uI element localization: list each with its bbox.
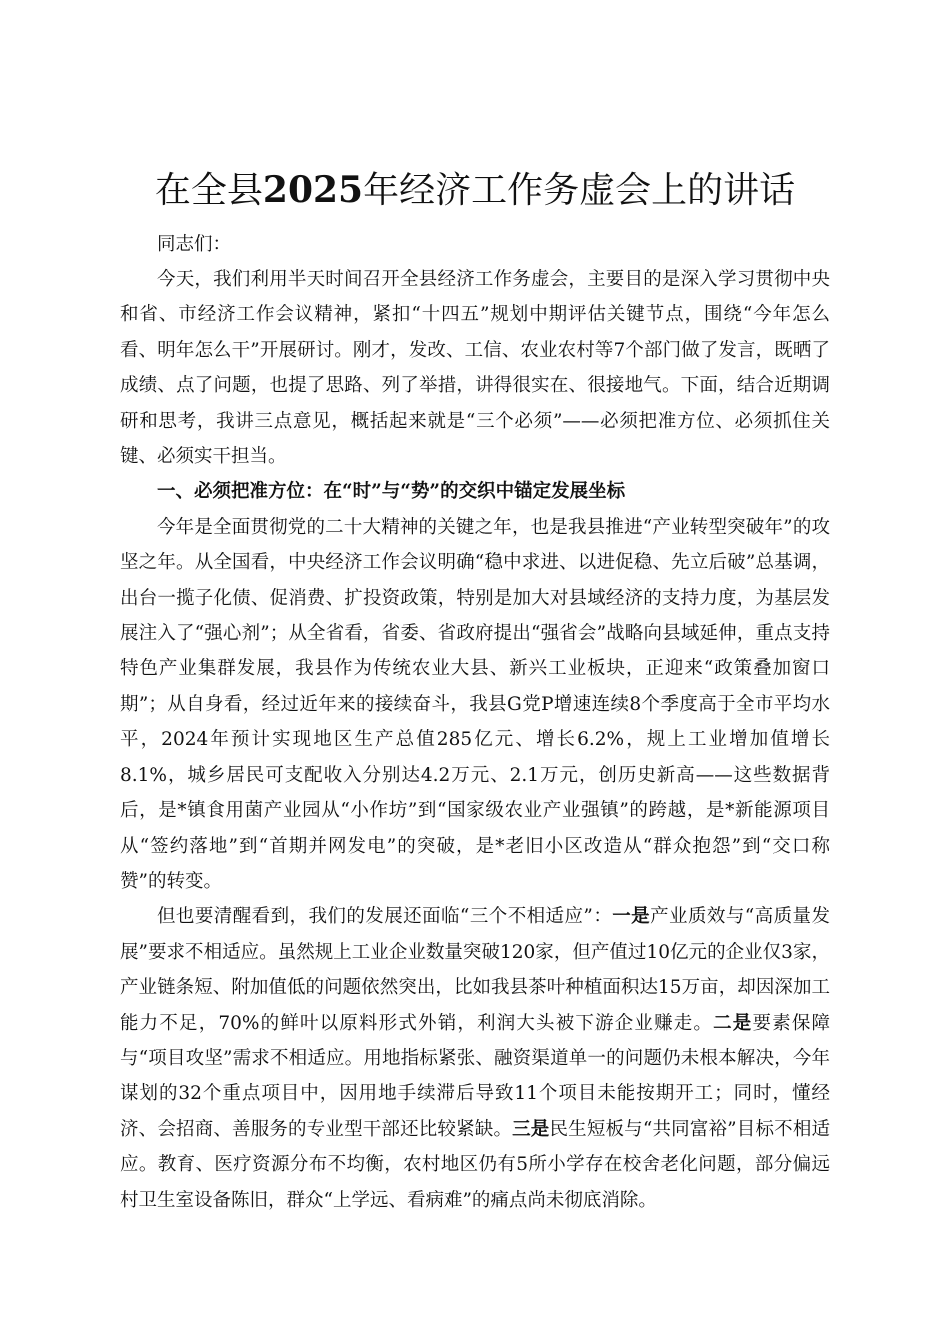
document-title	[120, 160, 830, 221]
title-year: 2025	[262, 169, 364, 211]
point-two-marker: 二是	[713, 1012, 753, 1034]
title-part1: 在全县	[154, 170, 263, 211]
document-page	[120, 160, 830, 1218]
point-three-text: 民生短板与“共同富裕”目标不相适应。教育、医疗资源分布不均衡，农村地区仍有5所小学存在校舍老化问题，部分偏远村卫生室设备陈旧，群众“上学远、看病难”的痛点尚未彻底消除。	[120, 1118, 830, 1211]
challenges-intro: 但也要清醒看到，我们的发展还面临“三个不相适应”：	[157, 906, 613, 928]
salutation: 同志们：	[157, 234, 232, 255]
point-two-text: 要素保障与“项目攻坚”需求不相适应。用地指标紧张、融资渠道单一的问题仍未根本解决，今年谋划的32个重点项目中，因用地手续滞后导致11个项目未能按期开工；同时，懂经济、会招商、善服务的专业型干部还比较紧缺。	[120, 1012, 830, 1140]
point-one-marker: 一是	[612, 906, 651, 928]
title-part2: 年经济工作务虚会上的讲话	[363, 170, 796, 211]
challenges-paragraph	[120, 899, 830, 1218]
situation-paragraph: 今年是全面贯彻党的二十大精神的关键之年，也是我县推进“产业转型突破年”的攻坚之年。从全国看，中央经济工作会议明确“稳中求进、以进促稳、先立后破”总基调，出台一揽子化债、促消费、扩投资政策，特别是加大对县域经济的支持力度，为基层发展注入了“强心剂”；从全省看，省委、省政府提出“强省会”战略向县域延伸，重点支持特色产业集群发展，我县作为传统农业大县、新兴工业板块，正迎来“政策叠加窗口期”；从自身看，经过近年来的接续奋斗，我县G党P增速连续8个季度高于全市平均水平，2024年预计实现地区生产总值285亿元、增长6.2%，规上工业增加值增长8.1%，城乡居民可支配收入分别达4.2万元、2.1万元，创历史新高——这些数据背后，是*镇食用菌产业园从“小作坊”到“国家级农业产业强镇”的跨越，是*新能源项目从“签约落地”到“首期并网发电”的突破，是*老旧小区改造从“群众抱怨”到“交口称赞”的转变。	[120, 516, 830, 892]
point-three-marker: 三是	[512, 1118, 550, 1140]
point-one-text: 产业质效与“高质量发展”要求不相适应。虽然规上工业企业数量突破120家，但产值过10亿元的企业仅3家，产业链条短、附加值低的问题依然突出，比如我县茶叶种植面积达15万亩，却因深加工能力不足，70%的鲜叶以原料形式外销，利润大头被下游企业赚走。	[120, 906, 830, 1034]
section-1-heading: 一、必须把准方位：在“时”与“势”的交织中锚定发展坐标	[157, 481, 626, 503]
intro-paragraph: 今天，我们利用半天时间召开全县经济工作务虚会，主要目的是深入学习贯彻中央和省、市经济工作会议精神，紧扣“十四五”规划中期评估关键节点，围绕“今年怎么看、明年怎么干”开展研讨。刚才，发改、工信、农业农村等7个部门做了发言，既晒了成绩、点了问题，也提了思路、列了举措，讲得很实在、很接地气。下面，结合近期调研和思考，我讲三点意见，概括起来就是“三个必须”——必须把准方位、必须抓住关键、必须实干担当。	[120, 269, 830, 468]
